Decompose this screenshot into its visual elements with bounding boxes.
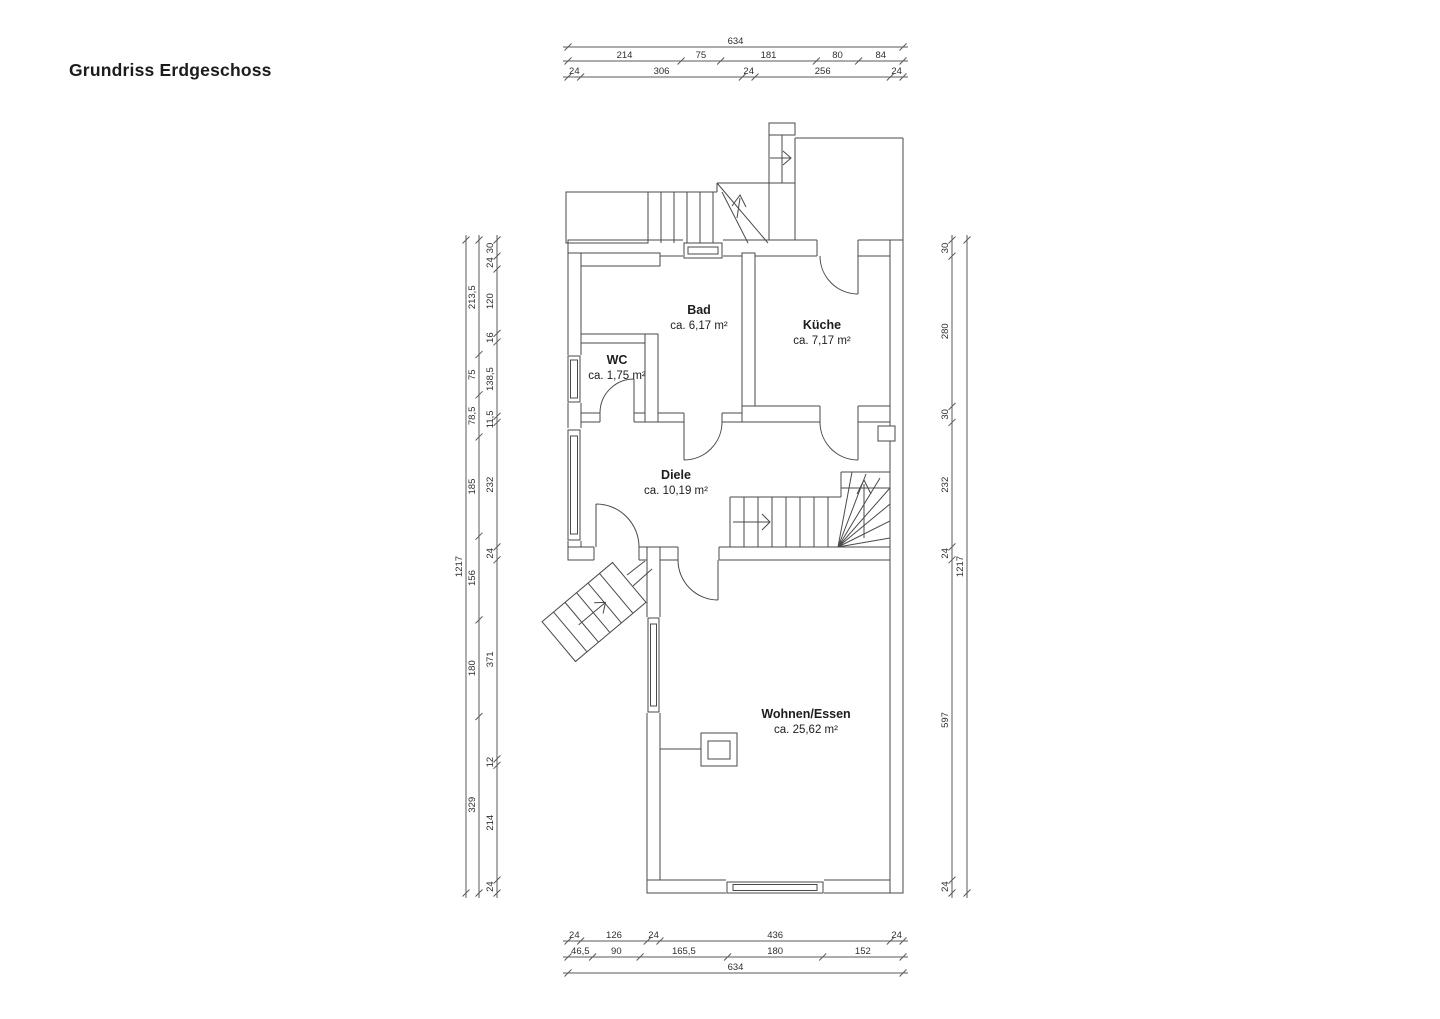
dim-bottom-row2 [563,946,908,961]
svg-text:75: 75 [695,50,707,61]
svg-text:185: 185 [467,478,478,495]
door-kueche-diele [820,422,858,460]
garden-stair-up-arrow-icon [574,597,610,630]
wall-right [890,240,903,893]
garden-stair [542,561,652,661]
svg-text:24: 24 [485,881,496,892]
svg-text:24: 24 [485,548,496,559]
svg-text:90: 90 [611,946,622,957]
room-area: ca. 1,75 m² [588,369,646,382]
svg-text:78,5: 78,5 [467,406,478,426]
svg-text:16: 16 [485,332,496,343]
svg-text:84: 84 [875,50,887,61]
window-wc [568,356,580,402]
room-label-wc [588,353,646,383]
window-diele [568,430,580,540]
dim-right-total [955,235,971,898]
svg-text:256: 256 [814,66,831,77]
dim-bottom-total [563,962,908,977]
svg-text:120: 120 [485,293,496,310]
dim-left-middle [467,235,483,898]
svg-text:30: 30 [485,242,496,254]
room-area: ca. 25,62 m² [774,723,838,736]
door-entrance-kueche [820,256,858,294]
svg-text:24: 24 [569,66,580,77]
svg-text:24: 24 [648,930,659,941]
room-label-wohnen [761,707,850,737]
wall-kueche-bottom [742,406,890,422]
dim-right-inner [940,235,956,898]
svg-text:232: 232 [940,476,951,493]
wall-wc-right [645,334,658,422]
svg-text:11,5: 11,5 [485,410,496,429]
room-label-kueche [793,318,851,348]
room-area: ca. 10,19 m² [644,484,708,497]
entrance-stair-top [566,123,903,243]
svg-text:24: 24 [485,257,496,268]
dim-bottom-row1 [563,930,908,945]
room-name: Bad [687,303,711,317]
svg-text:12: 12 [485,756,496,768]
svg-text:180: 180 [767,946,784,957]
porch-step [769,123,795,135]
page-title: Grundriss Erdgeschoss [69,60,272,80]
svg-text:24: 24 [891,930,902,941]
walls [568,240,903,893]
svg-text:156: 156 [467,570,478,586]
svg-text:214: 214 [616,50,633,61]
room-name: WC [606,353,628,367]
window-wohnen-left [648,618,659,712]
svg-text:214: 214 [485,814,496,831]
entry-landing [566,192,648,243]
dim-left-inner [485,235,501,898]
wall-wohnen-left [647,547,660,893]
svg-text:24: 24 [891,66,902,77]
svg-text:280: 280 [940,323,951,340]
porch-direction-arrow-icon [770,151,791,165]
room-name: Diele [661,468,691,482]
svg-text:126: 126 [606,930,622,941]
svg-text:181: 181 [760,50,777,61]
room-name: Küche [802,318,842,332]
svg-text:232: 232 [485,476,496,493]
room-name: Wohnen/Essen [761,707,851,721]
interior-staircase [730,472,890,547]
svg-text:138,5: 138,5 [485,367,496,391]
svg-text:165,5: 165,5 [671,946,696,957]
room-area: ca. 7,17 m² [793,334,851,347]
shaft-box [878,426,895,441]
room-area: ca. 6,17 m² [670,319,728,332]
svg-text:306: 306 [653,66,670,77]
svg-text:75: 75 [467,369,478,380]
window-wohnen-bottom [727,882,823,893]
dim-top-row2 [563,50,908,65]
svg-text:24: 24 [940,881,951,892]
door-bad [684,422,722,460]
wall-bad-kueche-divider [742,253,755,422]
svg-text:24: 24 [743,66,754,77]
dim-top-total [563,36,908,51]
svg-text:180: 180 [467,660,478,677]
svg-text:597: 597 [940,712,951,728]
door-wohnen [678,560,718,600]
room-label-bad [670,303,728,333]
svg-text:1217: 1217 [955,555,966,578]
dim-top-row3 [563,66,908,81]
svg-text:30: 30 [940,409,951,420]
door-wc [600,379,634,413]
svg-text:152: 152 [854,946,871,957]
svg-text:1217: 1217 [454,555,465,578]
svg-text:80: 80 [832,50,843,61]
chimney [660,733,737,766]
svg-text:371: 371 [485,651,496,668]
svg-text:30: 30 [940,242,951,254]
svg-text:634: 634 [727,36,744,47]
room-label-diele [644,468,708,498]
stair-run-arrow-icon [733,514,770,530]
svg-text:436: 436 [767,930,784,941]
window-front-threshold [684,243,722,258]
svg-text:213,5: 213,5 [467,285,478,310]
door-side-exit [596,504,639,547]
svg-text:24: 24 [940,548,951,559]
svg-text:46,5: 46,5 [571,946,590,957]
porch-outline [795,138,903,240]
svg-text:329: 329 [467,796,478,813]
svg-text:634: 634 [727,962,744,973]
wall-bad-top [568,253,660,266]
svg-text:24: 24 [569,930,580,941]
